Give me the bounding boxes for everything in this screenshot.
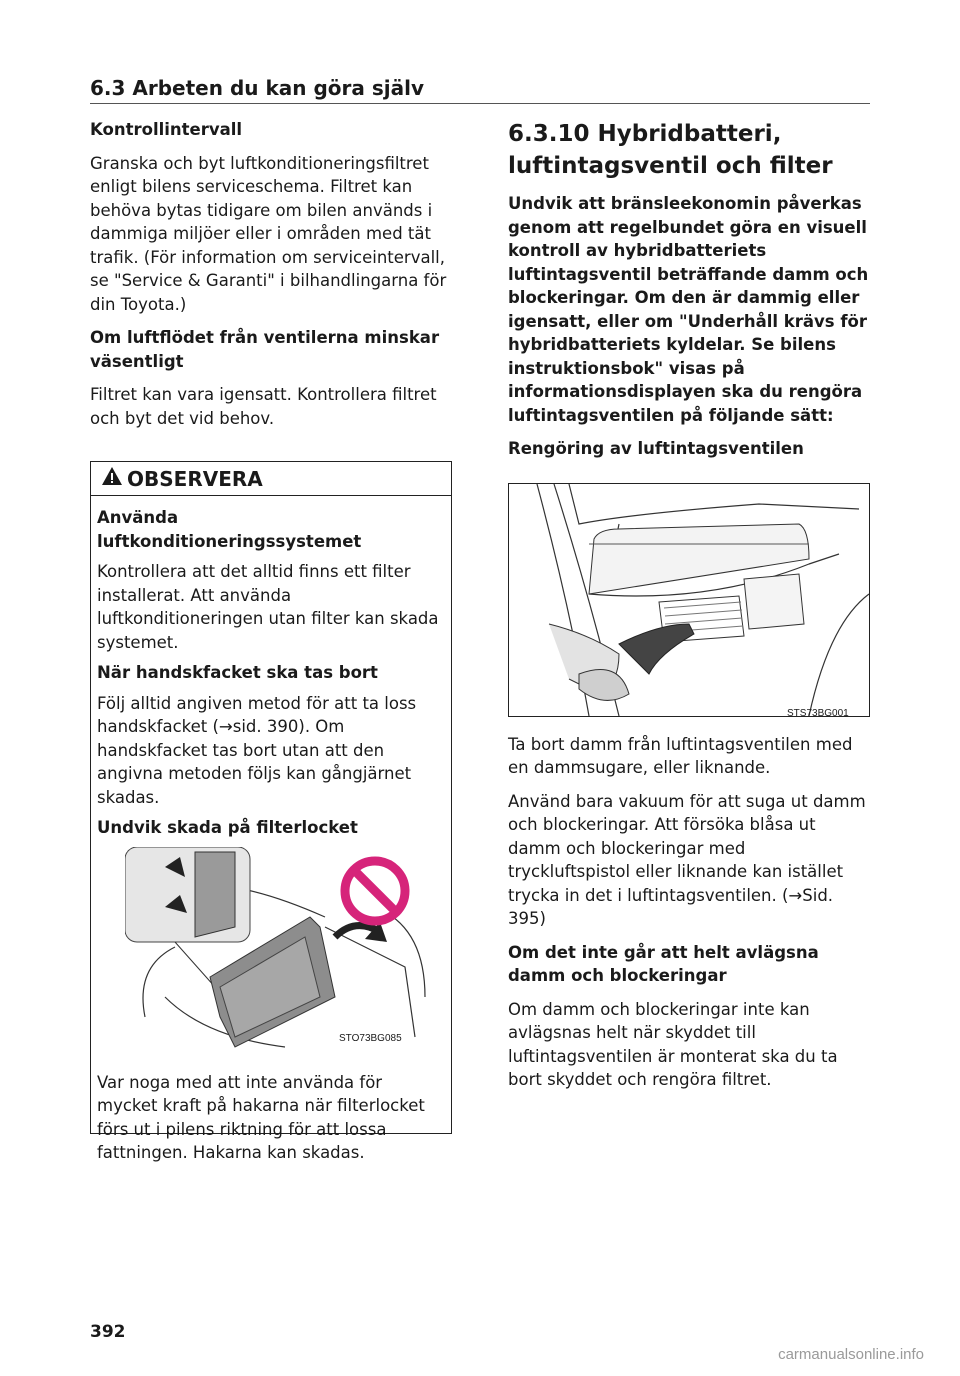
warning-icon bbox=[101, 466, 123, 491]
lead-paragraph: Undvik att bränsleekonomin påverkas genom att regelbundet göra en visuell kontroll av hybridbatteriets luftintagsventil beträffande damm och blockeringar. Om den är dammig eller igensatt, eller om "Underhåll krävs för hybridbatteriets kyldelar. Se bilens instruktionsbok" visas på informationsdisplayen ska du rengöra luftintagsventilen på följande sätt: bbox=[508, 194, 869, 425]
figure-code-right: STS73BG001 bbox=[787, 707, 849, 717]
paragraph-vakuum: Använd bara vakuum för att suga ut damm och blockeringar. Att försöka blåsa ut damm och blockeringar med tryckluftspistol eller liknande kan istället trycka in det i luftintagsventilen. (→Sid. 395) bbox=[508, 791, 866, 928]
notice-heading-3: Undvik skada på filterlocket bbox=[97, 818, 358, 837]
heading-kontrollintervall: Kontrollintervall bbox=[90, 120, 243, 139]
notice-title: OBSERVERA bbox=[127, 466, 263, 491]
paragraph-kontrollintervall: Granska och byt luftkonditioneringsfiltret enligt bilens serviceschema. Filtret kan behöva bytas tidigare om bilen används i dammiga miljöer eller i områden med tät trafik. (För information om serviceintervall, se "Service & Garanti" i bilhandlingarna för din Toyota.) bbox=[90, 153, 447, 314]
left-column bbox=[90, 118, 455, 440]
filter-cover-illustration bbox=[125, 847, 435, 1057]
site-watermark[interactable]: carmanualsonline.info bbox=[778, 1346, 924, 1363]
paragraph-ta-bort-skyddet: Om damm och blockeringar inte kan avlägsnas helt när skyddet till luftintagsventilen är monterat ska du ta bort skyddet och rengöra filtret. bbox=[508, 999, 838, 1089]
notice-heading-1: Använda luftkonditioneringssystemet bbox=[97, 508, 362, 551]
section-title: 6.3.10 Hybridbatteri, luftintagsventil och filter bbox=[508, 121, 833, 179]
paragraph-dammsugare: Ta bort damm från luftintagsventilen med en dammsugare, eller liknande. bbox=[508, 734, 853, 777]
notice-paragraph-2: Följ alltid angiven metod för att ta loss handskfacket (→sid. 390). Om handskfacket tas bort utan att den angivna metoden följs kan gångjärnet skadas. bbox=[97, 693, 417, 807]
heading-rengoring: Rengöring av luftintagsventilen bbox=[508, 439, 804, 458]
page-number: 392 bbox=[90, 1322, 126, 1342]
notice-paragraph-1: Kontrollera att det alltid finns ett filter installerat. Att använda luftkonditioneringen utan filter kan skada systemet. bbox=[97, 562, 439, 652]
right-column bbox=[508, 118, 870, 1102]
notice-box bbox=[90, 461, 452, 1162]
section-header: 6.3 Arbeten du kan göra själv bbox=[90, 76, 870, 104]
heading-luftflode: Om luftflödet från ventilerna minskar väsentligt bbox=[90, 328, 440, 371]
paragraph-luftflode: Filtret kan vara igensatt. Kontrollera filtret och byt det vid behov. bbox=[90, 385, 437, 428]
vent-cleaning-illustration bbox=[508, 483, 870, 717]
figure-code-left: STO73BG085 bbox=[339, 1032, 402, 1044]
notice-header bbox=[91, 462, 451, 496]
notice-paragraph-3: Var noga med att inte använda för mycket kraft på hakarna när filterlocket förs ut i pilens riktning för att lossa fattningen. Hakarna kan skadas. bbox=[97, 1072, 425, 1162]
notice-heading-2: När handskfacket ska tas bort bbox=[97, 663, 378, 682]
heading-om-inte: Om det inte går att helt avlägsna damm och blockeringar bbox=[508, 942, 819, 985]
